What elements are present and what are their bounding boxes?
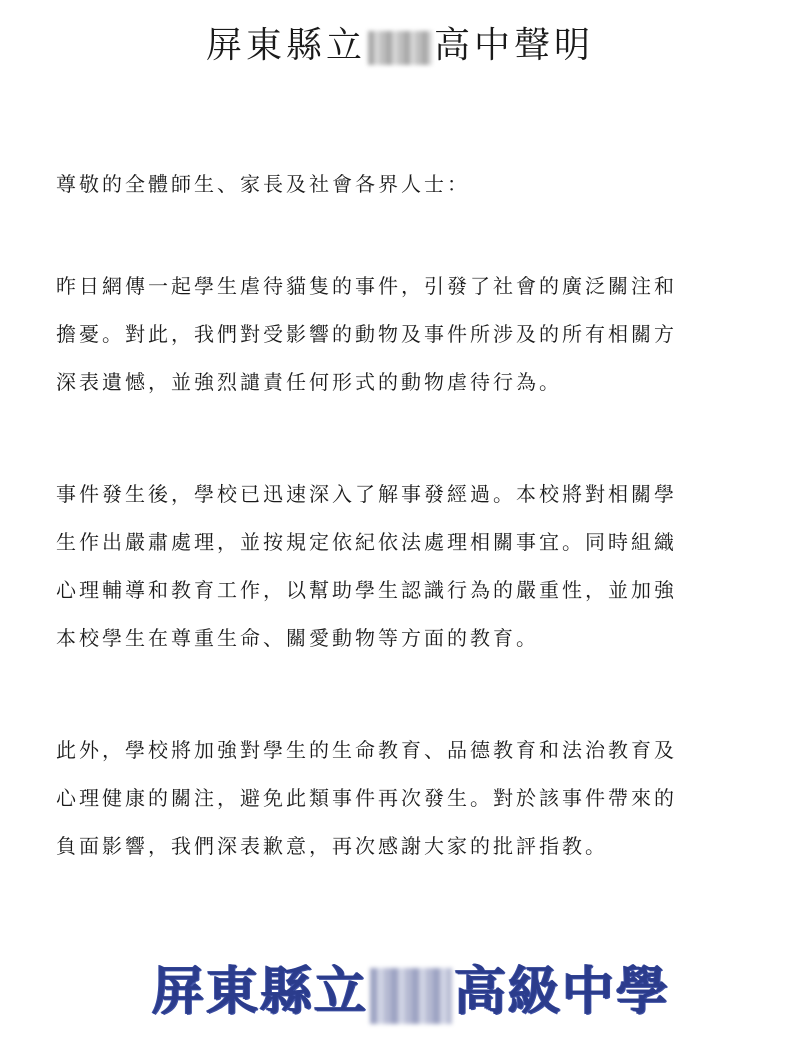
statement-title (0, 22, 800, 70)
paragraph-1 (56, 262, 756, 406)
paragraph-line: 心理輔導和教育工作，以幫助學生認識行為的嚴重性，並加強 (56, 578, 677, 602)
paragraph-line: 生作出嚴肅處理，並按規定依紀依法處理相關事宜。同時組織 (56, 530, 677, 554)
paragraph-line: 本校學生在尊重生命、關愛動物等方面的教育。 (56, 626, 539, 650)
paragraph-line: 負面影響，我們深表歉意，再次感謝大家的批評指教。 (56, 834, 608, 858)
paragraph-line: 心理健康的關注，避免此類事件再次發生。對於該事件帶來的 (56, 786, 677, 810)
paragraph-line: 昨日網傳一起學生虐待貓隻的事件，引發了社會的廣泛關注和 (56, 274, 677, 298)
title-suffix: 高中聲明 (434, 25, 595, 66)
greeting-line: 尊敬的全體師生、家長及社會各界人士： (56, 172, 470, 196)
stamp-prefix: 屏東縣立 (152, 961, 369, 1022)
paragraph-2 (56, 470, 756, 662)
paragraph-line: 深表遺憾，並強烈譴責任何形式的動物虐待行為。 (56, 370, 562, 394)
title-prefix: 屏東縣立 (205, 25, 366, 66)
stamp-suffix: 高級中學 (454, 961, 671, 1022)
paragraph-3 (56, 726, 756, 870)
greeting (56, 160, 756, 208)
school-seal-stamp (152, 952, 671, 1032)
paragraph-line: 擔憂。對此，我們對受影響的動物及事件所涉及的所有相關方 (56, 322, 677, 346)
paragraph-line: 此外，學校將加強對學生的生命教育、品德教育和法治教育及 (56, 738, 677, 762)
redacted-school-name (368, 31, 432, 65)
paragraph-line: 事件發生後，學校已迅速深入了解事發經過。本校將對相關學 (56, 482, 677, 506)
redacted-stamp-name (370, 968, 452, 1024)
